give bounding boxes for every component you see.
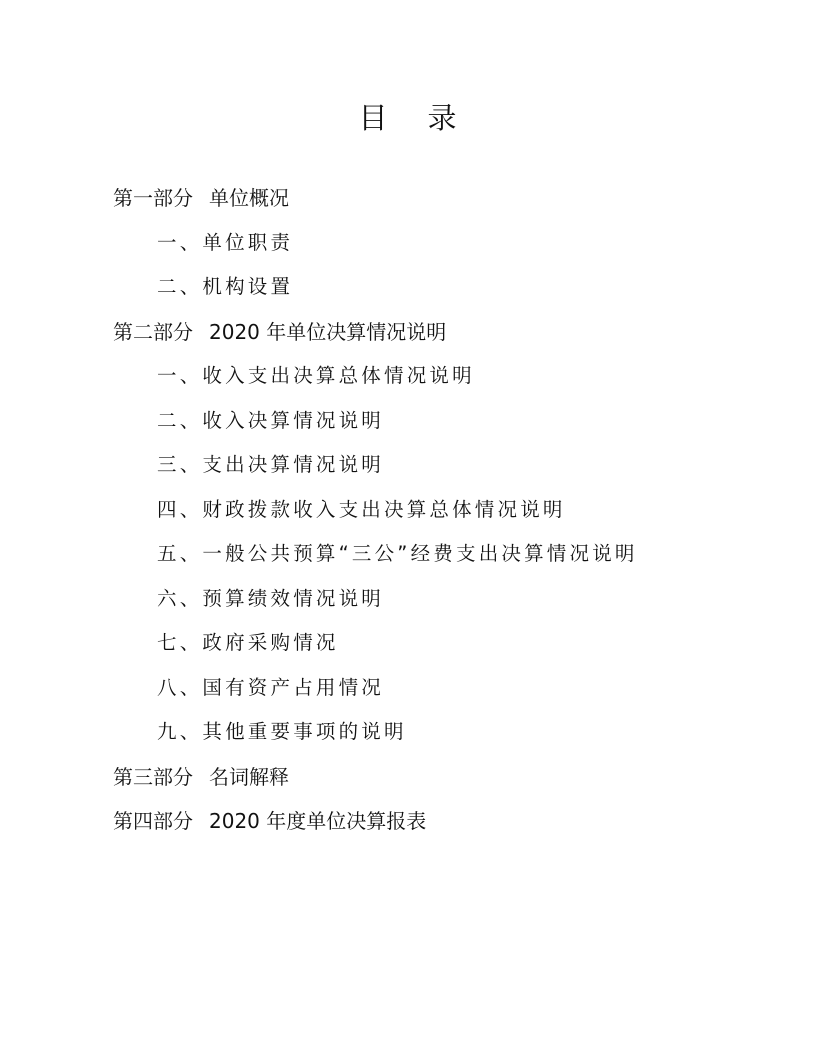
toc-section-item: 五、一般公共预算“三公”经费支出决算情况说明	[157, 542, 638, 565]
toc-section-item: 九、其他重要事项的说明	[157, 720, 407, 743]
toc-section-item: 三、支出决算情况说明	[157, 453, 385, 476]
part-number: 第一部分	[113, 186, 193, 210]
toc-section-item: 一、单位职责	[157, 230, 294, 254]
part-title: 2020 年单位决算情况说明	[209, 319, 447, 344]
toc-part-4	[0, 801, 815, 846]
toc-section-item: 一、收入支出决算总体情况说明	[157, 364, 475, 387]
toc-part-3	[0, 757, 815, 802]
page-title	[0, 96, 815, 137]
part-title: 2020 年度单位决算报表	[209, 809, 427, 833]
title-char-1: 目	[358, 101, 388, 135]
title-char-2: 录	[427, 101, 457, 135]
toc-section-item: 二、机构设置	[157, 275, 294, 298]
part-number: 第三部分	[113, 764, 193, 789]
toc-section-item: 四、财政拨款收入支出决算总体情况说明	[157, 497, 566, 521]
part-title: 单位概况	[209, 186, 289, 210]
table-of-contents	[0, 178, 815, 846]
toc-section-item: 七、政府采购情况	[157, 631, 339, 654]
part-number: 第二部分	[113, 319, 193, 344]
toc-part-2	[0, 312, 815, 357]
toc-section-item: 八、国有资产占用情况	[157, 675, 385, 699]
toc-section-item: 二、收入决算情况说明	[157, 408, 385, 432]
part-number: 第四部分	[113, 809, 193, 833]
part-title: 名词解释	[209, 764, 289, 789]
toc-part-1	[0, 178, 815, 223]
toc-section-item: 六、预算绩效情况说明	[157, 586, 385, 610]
